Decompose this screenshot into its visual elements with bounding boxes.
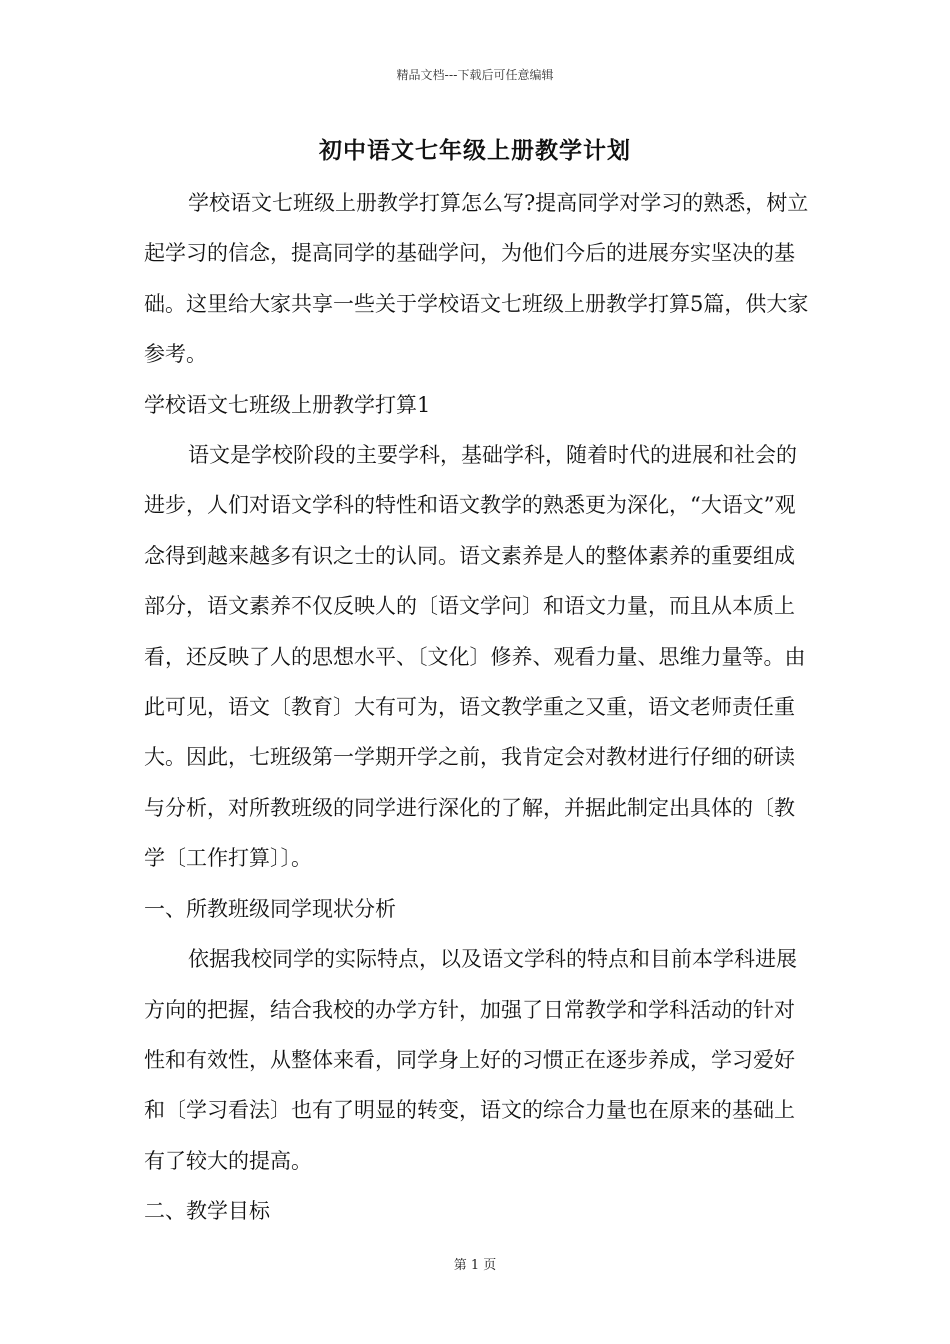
heading-1: 一、所教班级同学现状分析: [144, 896, 396, 921]
document-title: 初中语文七年级上册教学计划: [319, 137, 631, 164]
paragraph-2: 依据我校同学的实际特点，以及语文学科的特点和目前本学科进展方向的把握，结合我校的办学方针，加强了日常教学和学科活动的针对性和有效性，从整体来看，同学身上好的习惯正在逐步养成，学习爱好和〔学习看法〕也有了明显的转变，语文的综合力量也在原来的基础上有了较大的提高。: [144, 947, 797, 1173]
paragraph-1: 语文是学校阶段的主要学科，基础学科，随着时代的进展和社会的进步，人们对语文学科的特性和语文教学的熟悉更为深化，“大语文”观念得到越来越多有识之士的认同。语文素养是人的整体素养的重要组成部分，语文素养不仅反映人的〔语文学问〕和语文力量，而且从本质上看，还反映了人的思想水平、〔文化〕修养、观看力量、思维力量等。由此可见，语文〔教育〕大有可为，语文教学重之又重，语文老师责任重大。因此，七班级第一学期开学之前，我肯定会对教材进行仔细的研读与分析，对所教班级的同学进行深化的了解，并据此制定出具体的〔教学〔工作打算〕〕。: [144, 443, 806, 871]
intro-paragraph: 学校语文七班级上册教学打算怎么写?提高同学对学习的熟悉，树立起学习的信念，提高同学的基础学问，为他们今后的进展夯实坚决的基础。这里给大家共享一些关于学校语文七班级上册教学打算5篇，供大家参考。: [144, 191, 809, 367]
page-number: 第 1 页: [453, 1258, 497, 1273]
document-body: [144, 178, 814, 1237]
page-header: 精品文档---下载后可任意编辑: [396, 68, 554, 82]
heading-2: 二、教学目标: [144, 1199, 270, 1224]
section-title: 学校语文七班级上册教学打算1: [144, 392, 431, 417]
